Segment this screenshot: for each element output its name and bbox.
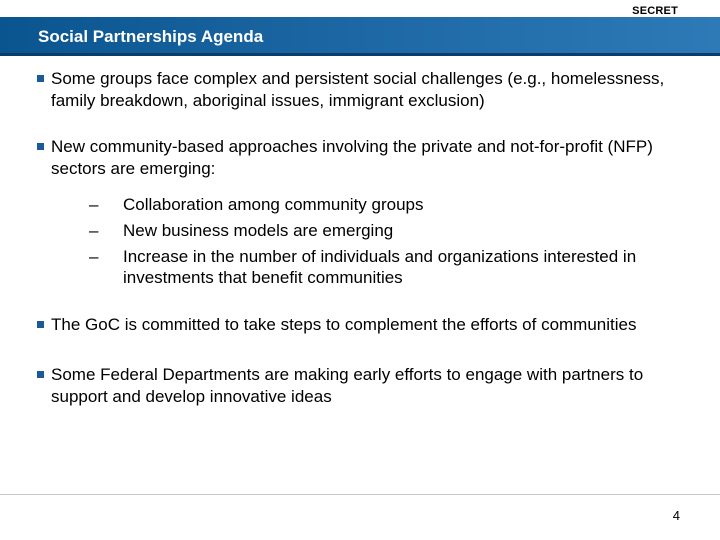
sub-bullet-item: [36, 220, 676, 241]
bullet-text: Some groups face complex and persistent social challenges (e.g., homelessness, family breakdown, aboriginal issues, immigrant exclusion): [51, 69, 665, 110]
sub-bullet-text: New business models are emerging: [123, 221, 394, 240]
sub-bullet-text: Collaboration among community groups: [123, 195, 424, 214]
bullet-text: The GoC is committed to take steps to complement the efforts of communities: [51, 315, 637, 334]
dash-bullet-icon: –: [89, 195, 99, 214]
sub-bullet-item: [36, 194, 676, 215]
bullet-item: [36, 364, 676, 408]
bullet-item: [36, 68, 676, 112]
slide-title: Social Partnerships Agenda: [38, 27, 264, 46]
slide-body: [36, 68, 676, 408]
square-bullet-icon: [37, 321, 44, 328]
bullet-text: New community-based approaches involving the private and not-for-profit (NFP) sectors are emerging:: [51, 137, 653, 178]
classification-label: SECRET: [632, 5, 678, 17]
square-bullet-icon: [37, 371, 44, 378]
page-number: 4: [672, 508, 680, 523]
square-bullet-icon: [37, 143, 44, 150]
sub-bullet-text: Increase in the number of individuals and organizations interested in investments that benefit communities: [123, 247, 637, 287]
square-bullet-icon: [37, 75, 44, 82]
bullet-item: [36, 136, 676, 180]
sub-bullet-item: [36, 246, 676, 288]
bullet-item: [36, 314, 676, 336]
dash-bullet-icon: –: [89, 247, 99, 266]
dash-bullet-icon: –: [89, 221, 99, 240]
footer-divider: [0, 494, 720, 495]
bullet-text: Some Federal Departments are making early efforts to engage with partners to support and develop innovative ideas: [51, 365, 644, 406]
title-bar-rule: [0, 53, 720, 56]
sub-bullet-list: [36, 194, 676, 288]
